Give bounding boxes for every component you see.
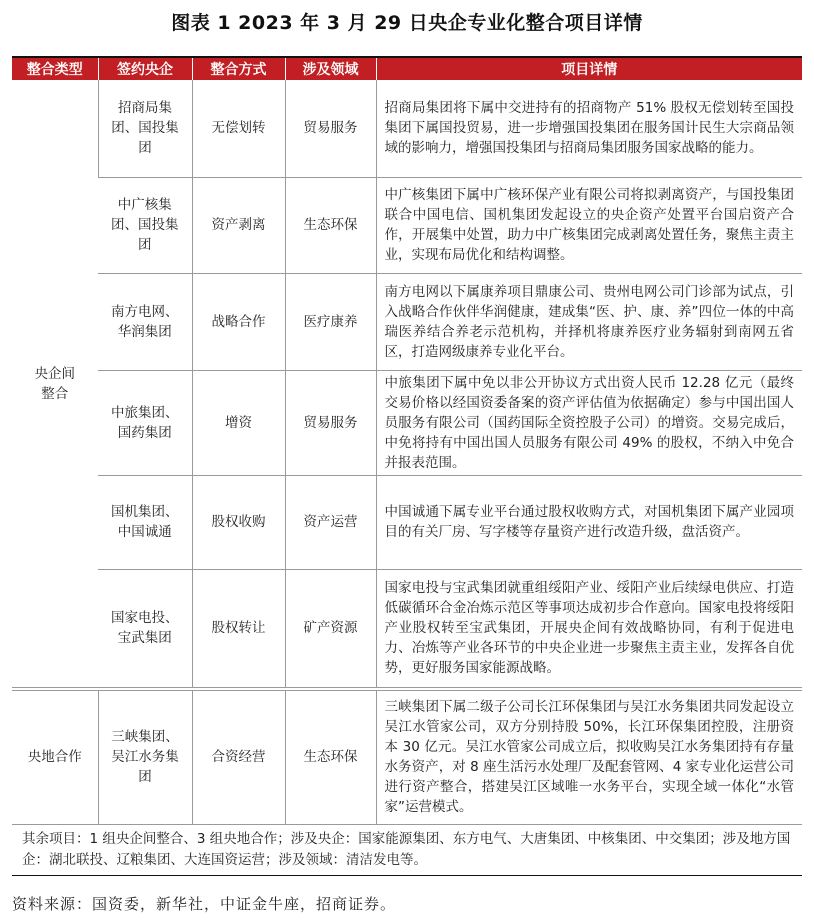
detail-cell: 三峡集团下属二级子公司长江环保集团与吴江水务集团共同发起设立吴江水管家公司，双方分别持股 50%，长江环保集团控股，注册资本 30 亿元。吴江水管家公司成立后，拟收购吴江水务集团持有存量水务资产，对 8 座生活污水处理厂及配套管网、4 家专业化运营公司进行资产整合，搭建吴江区域唯一水务平台，实现全域一体化“水管家”运营模式。 (376, 689, 802, 824)
table-row (12, 569, 802, 689)
table-row (12, 177, 802, 273)
field-cell: 矿产资源 (285, 569, 376, 689)
table-row (12, 80, 802, 177)
table-row (12, 475, 802, 569)
header-type: 整合类型 (12, 58, 98, 80)
method-cell: 无偿划转 (192, 80, 285, 177)
party-cell: 三峡集团、吴江水务集团 (98, 689, 192, 824)
method-cell: 股权转让 (192, 569, 285, 689)
table-header-row (12, 58, 802, 80)
party-cell: 国家电投、宝武集团 (111, 610, 179, 647)
field-cell: 贸易服务 (285, 80, 376, 177)
detail-cell: 南方电网以下属康养项目鼎康公司、贵州电网公司门诊部为试点，引入战略合作伙伴华润健康，建成集“医、护、康、养”四位一体的中高瑞医养结合养老示范机构，并择机将康养医疗业务辐射到南网五省区，打造网级康养专业化平台。 (376, 273, 802, 370)
method-cell: 战略合作 (192, 273, 285, 370)
table-row (12, 273, 802, 370)
party-cell: 南方电网、华润集团 (98, 273, 192, 370)
summary-row (12, 824, 802, 875)
group-type-cell: 央地合作 (12, 689, 98, 824)
header-detail: 项目详情 (376, 58, 802, 80)
integration-table (12, 58, 802, 876)
table-row (12, 689, 802, 824)
detail-cell: 中广核集团下属中广核环保产业有限公司将拟剥离资产，与国投集团联合中国电信、国机集团发起设立的央企资产处置平台国启资产合作，开展集中处置，助力中广核集团完成剥离处置任务，聚焦主责主业，实现布局优化和结构调整。 (376, 177, 802, 273)
field-cell: 贸易服务 (285, 370, 376, 475)
header-method: 整合方式 (192, 58, 285, 80)
field-cell: 资产运营 (285, 475, 376, 569)
chart-title: 图表 1 2023 年 3 月 29 日央企专业化整合项目详情 (171, 12, 643, 34)
detail-cell: 招商局集团将下属中交进持有的招商物产 51% 股权无偿划转至国投集团下属国投贸易，进一步增强国投集团在服务国计民生大宗商品领域的影响力，增强国投集团与招商局集团服务国家战略的能力。 (376, 80, 802, 177)
detail-cell: 中国诚通下属专业平台通过股权收购方式，对国机集团下属产业园项目的有关厂房、写字楼等存量资产进行改造升级，盘活资产。 (376, 475, 802, 569)
party-cell: 中广核集团、国投集团 (98, 177, 192, 273)
method-cell: 资产剥离 (192, 177, 285, 273)
group-type-cell: 央企间整合 (12, 80, 98, 689)
summary-text: 其余项目：1 组央企间整合、3 组央地合作；涉及央企：国家能源集团、东方电气、大唐集团、中核集团、中交集团；涉及地方国企：湖北联投、辽粮集团、大连国资运营；涉及领域：清洁发电等。 (12, 824, 802, 875)
method-cell: 增资 (192, 370, 285, 475)
table-row (12, 370, 802, 475)
field-cell: 生态环保 (285, 689, 376, 824)
method-cell: 合资经营 (192, 689, 285, 824)
party-cell: 国机集团、中国诚通 (98, 475, 192, 569)
party-cell: 招商局集团、国投集团 (98, 80, 192, 177)
detail-cell: 中旅集团下属中免以非公开协议方式出资人民币 12.28 亿元（最终交易价格以经国资委备案的资产评估值为依据确定）参与中国出国人员服务有限公司（国药国际全资控股子公司）的增资。交易完成后，中免将持有中国出国人员服务有限公司 49% 的股权，不纳入中免合并报表范围。 (376, 370, 802, 475)
header-field: 涉及领域 (285, 58, 376, 80)
method-cell: 股权收购 (192, 475, 285, 569)
party-cell: 中旅集团、国药集团 (98, 370, 192, 475)
source-note: 资料来源：国资委，新华社，中证金牛座，招商证券。 (12, 895, 397, 913)
detail-cell: 国家电投与宝武集团就重组绥阳产业、绥阳产业后续绿电供应、打造低碳循环合金冶炼示范区等事项达成初步合作意向。国家电投将绥阳产业股权转至宝武集团，开展央企间有效战略协同，有利于促进电力、冶炼等产业各环节的中央企业进一步聚焦主责主业，发挥各自优势，更好服务国家能源战略。 (376, 569, 802, 689)
field-cell: 生态环保 (285, 177, 376, 273)
header-party: 签约央企 (98, 58, 192, 80)
field-cell: 医疗康养 (285, 273, 376, 370)
